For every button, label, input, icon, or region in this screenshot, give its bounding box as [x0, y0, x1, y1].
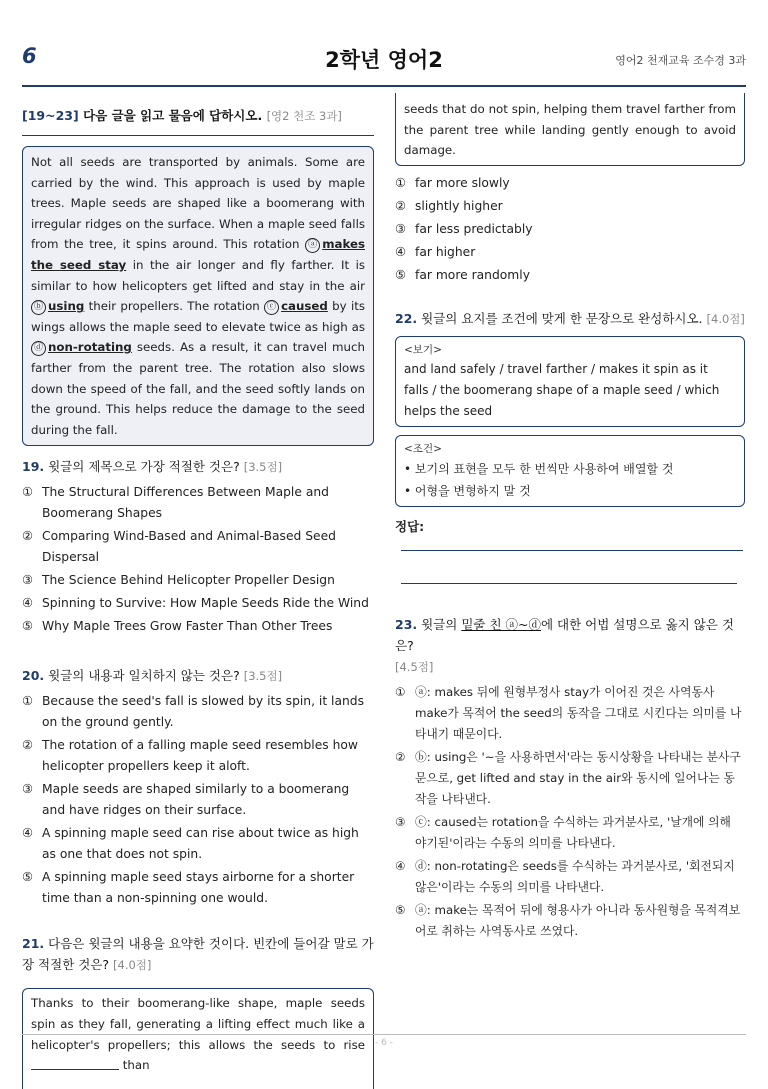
q19-option-5[interactable]: ⑤ Why Maple Trees Grow Faster Than Other Trees	[22, 619, 333, 634]
q19-option-4[interactable]: ④ Spinning to Survive: How Maple Seeds Ride the Wind	[22, 596, 369, 611]
q20-option-5[interactable]: ⑤ A spinning maple seed stays airborne for a shorter time than a non-spinning one would.	[22, 870, 355, 906]
q21-option-5[interactable]: ⑤ far more randomly	[395, 267, 530, 282]
footer-divider	[22, 1034, 746, 1035]
section-heading: [19~23] 다음 글을 읽고 물음에 답하시오. [영2 천조 3과]	[22, 108, 342, 123]
q23-option-3[interactable]: ③ ⓒ: caused는 rotation을 수식하는 과거분사로, '날개에 의해 야기된'이라는 수동의 의미를 나타낸다.	[395, 814, 731, 850]
condition-2: • 어형을 변형하지 말 것	[404, 483, 531, 498]
underline-d: non-rotating	[48, 340, 132, 355]
exam-source-label: 영어2 천재교육 조수경 3과	[615, 54, 746, 67]
mark-c: ⓒ	[264, 300, 279, 315]
bogi-label: <보기>	[404, 343, 442, 356]
answer-line-1[interactable]	[401, 550, 743, 551]
question-19-options	[22, 482, 374, 637]
reading-passage: Not all seeds are transported by animals. Some are carried by the wind. This approach is used by maple trees. Maple seeds are shaped like a boomerang with irregular ridges on the surface. When a maple seed falls from the tree, it spins around. This rotation ⓐ makes the seed stay in the air longer and fly farther. It is similar to how helicopters get lifted and stay in the air ⓑ using their propellers. The rotation ⓒ caused by its wings allows the maple seed to elevate twice as high as ⓓ non-rotating seeds. As a result, it can travel much farther from the parent tree. The rotation also slows down the speed of the fall, and the seed softly lands on the ground. This helps reduce the damage to the seed during the fall.	[22, 146, 374, 446]
q19-option-3[interactable]: ③ The Science Behind Helicopter Propeller Design	[22, 573, 335, 588]
right-column	[395, 93, 745, 944]
q21-summary-continued: seeds that do not spin, helping them travel farther from the parent tree while landing gently enough to avoid damage.	[395, 93, 745, 166]
q23-option-2[interactable]: ② ⓑ: using은 '~을 사용하면서'라는 동시상황을 나타내는 분사구문으로, get lifted and stay in the air와 동시에 일어나는 동작을 나타낸다.	[395, 749, 741, 806]
q21-option-4[interactable]: ④ far higher	[395, 244, 476, 259]
mark-d: ⓓ	[31, 341, 46, 356]
question-23-title: 23. 윗글의 밑줄 친 ⓐ~ⓓ에 대한 어법 설명으로 옳지 않은 것은? [4.5점]	[395, 616, 734, 674]
q21-option-3[interactable]: ③ far less predictably	[395, 221, 533, 236]
q21-blank	[31, 1057, 119, 1070]
question-20-options	[22, 691, 374, 909]
footer-page-label: - 6 -	[375, 1038, 393, 1048]
mark-b: ⓑ	[31, 300, 46, 315]
left-column	[22, 104, 374, 1089]
question-22-title: 22. 윗글의 요지를 조건에 맞게 한 문장으로 완성하시오. [4.0점]	[395, 310, 745, 326]
question-19-title: 19. 윗글의 제목으로 가장 적절한 것은? [3.5점]	[22, 459, 283, 475]
q20-option-1[interactable]: ① Because the seed's fall is slowed by its spin, it lands on the ground gently.	[22, 694, 365, 730]
q19-option-1[interactable]: ① The Structural Differences Between Maple and Boomerang Shapes	[22, 485, 329, 521]
question-20-title: 20. 윗글의 내용과 일치하지 않는 것은? [3.5점]	[22, 668, 283, 684]
page-title: 2학년 영어2	[325, 48, 443, 72]
q20-option-3[interactable]: ③ Maple seeds are shaped similarly to a boomerang and have ridges on their surface.	[22, 782, 350, 818]
q20-option-4[interactable]: ④ A spinning maple seed can rise about twice as high as one that does not spin.	[22, 826, 359, 862]
section-divider	[22, 135, 374, 136]
underline-a: makes the seed stay	[31, 237, 365, 272]
header-divider	[22, 85, 746, 87]
q21-option-2[interactable]: ② slightly higher	[395, 198, 503, 213]
underline-c: caused	[281, 299, 328, 314]
q22-condition-box	[395, 435, 745, 507]
underline-b: using	[48, 299, 85, 314]
question-21-options	[395, 173, 745, 286]
mark-a: ⓐ	[305, 238, 320, 253]
bogi-text: and land safely / travel farther / makes it spin as it falls / the boomerang shape of a maple seed / which helps the seed	[404, 361, 720, 418]
q21-option-1[interactable]: ① far more slowly	[395, 175, 510, 190]
q23-option-1[interactable]: ① ⓐ: makes 뒤에 원형부정사 stay가 이어진 것은 사역동사 make가 목적어 the seed의 동작을 그대로 시킨다는 의미를 나타내기 때문이다.	[395, 684, 742, 741]
condition-label: <조건>	[404, 442, 442, 455]
answer-label: 정답:	[395, 518, 425, 534]
answer-line-2[interactable]	[401, 583, 737, 584]
page-number: 6	[22, 44, 37, 68]
q23-option-4[interactable]: ④ ⓓ: non-rotating은 seeds를 수식하는 과거분사로, '회전되지 않은'이라는 수동의 의미를 나타낸다.	[395, 858, 735, 894]
q20-option-2[interactable]: ② The rotation of a falling maple seed resembles how helicopter propellers keep it aloft.	[22, 738, 358, 774]
q22-bogi-box	[395, 336, 745, 427]
q19-option-2[interactable]: ② Comparing Wind-Based and Animal-Based Seed Dispersal	[22, 529, 336, 565]
condition-1: • 보기의 표현을 모두 한 번씩만 사용하여 배열할 것	[404, 461, 674, 476]
q21-summary-box: Thanks to their boomerang-like shape, maple seeds spin as they fall, generating a lifting effect much like a helicopter's propellers; this allows the seeds to rise than	[22, 988, 374, 1089]
question-23-options	[395, 682, 745, 942]
q23-option-5[interactable]: ⑤ ⓐ: make는 목적어 뒤에 형용사가 아니라 동사원형을 목적격보어로 취하는 사역동사로 쓰였다.	[395, 902, 741, 938]
question-21-title: 21. 다음은 윗글의 내용을 요약한 것이다. 빈칸에 들어갈 말로 가장 적절한 것은? [4.0점]	[22, 936, 374, 973]
